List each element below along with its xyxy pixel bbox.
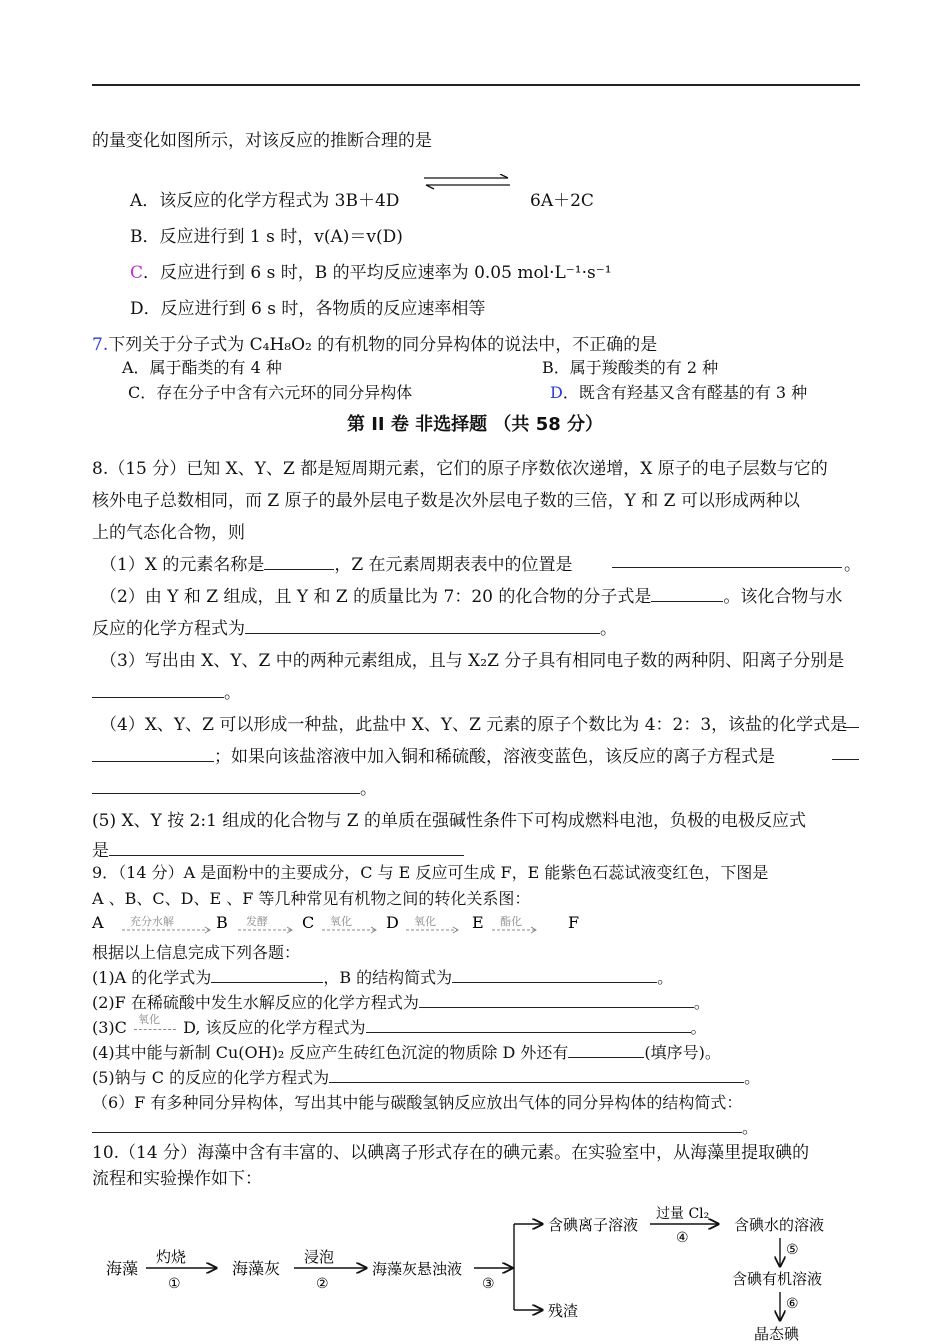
q9-p2-text-a: (2)F 在稀硫酸中发生水解反应的化学方程式为 — [92, 993, 419, 1012]
chain-node-e: E — [472, 913, 484, 932]
q7-option-a: A．属于酯类的有 4 种 — [122, 358, 282, 377]
q8-line-1: 8.（15 分）已知 X、Y、Z 都是短周期元素，它们的原子序数依次递增，X 原子的电子层数与它的 — [92, 459, 828, 479]
answer-blank[interactable] — [329, 1081, 744, 1083]
oxidation-arrow — [132, 1013, 178, 1033]
answer-blank[interactable] — [264, 568, 334, 570]
q9-p3-text-a: (3)C — [92, 1018, 127, 1037]
q6-stem-tail: 的量变化如图所示，对该反应的推断合理的是 — [92, 131, 432, 151]
chain-arrow-label: 酯化 — [500, 915, 522, 928]
q9-part-5 — [92, 1065, 760, 1088]
chain-node-f: F — [568, 913, 580, 932]
q7-option-c: C．存在分子中含有六元环的同分异构体 — [128, 383, 413, 402]
answer-blank[interactable] — [211, 981, 323, 983]
chain-arrow-label: 发酵 — [246, 915, 268, 928]
q6-option-b: B．反应进行到 1 s 时，v(A)＝v(D) — [130, 227, 403, 247]
node-ash-suspension: 海藻灰悬浊液 — [372, 1260, 463, 1278]
answer-blank[interactable] — [651, 600, 723, 602]
q8-line-3: 上的气态化合物，则 — [92, 523, 245, 543]
q9-p2-text-b: 。 — [693, 993, 710, 1012]
q8-part-3: （3）写出由 X、Y、Z 中的两种元素组成，且与 X₂Z 分子具有相同电子数的两种阴、阳离子分别是 — [100, 651, 845, 671]
q6-option-c-letter: C — [130, 263, 144, 283]
q7-option-b: B．属于羧酸类的有 2 种 — [542, 358, 719, 377]
q9-p3-text-b: D, 该反应的化学方程式为 — [183, 1018, 366, 1037]
q9-p3-text-c: 。 — [690, 1018, 707, 1037]
q8-part-4-cont — [92, 742, 775, 767]
q9-p1-text-b: ，B 的结构简式为 — [323, 968, 453, 987]
oxidation-label: 氧化 — [138, 1013, 160, 1026]
answer-blank[interactable] — [109, 854, 464, 856]
q8-line-2: 核外电子总数相同，而 Z 原子的最外层电子数是次外层电子数的三倍，Y 和 Z 可以形成两种以 — [92, 491, 800, 511]
q7-option-d-text: ．既含有羟基又含有醛基的有 3 种 — [562, 383, 808, 402]
node-seaweed-ash: 海藻灰 — [232, 1259, 281, 1278]
q10-line-1: 10.（14 分）海藻中含有丰富的、以碘离子形式存在的碘元素。在实验室中，从海藻里提取碘的 — [92, 1143, 810, 1163]
q8-p4-text-b: ；如果向该盐溶液中加入铜和稀硫酸，溶液变蓝色，该反应的离子方程式是 — [214, 747, 775, 767]
q9-part-6: （6）F 有多种同分异构体，写出其中能与碳酸氢钠反应放出气体的同分异构体的结构简式： — [92, 1093, 743, 1112]
answer-blank[interactable] — [245, 632, 600, 634]
q8-part-2-cont — [92, 614, 617, 639]
q9-p5-text-a: (5)钠与 C 的反应的化学方程式为 — [92, 1068, 330, 1087]
q7-stem-text: 下列关于分子式为 C₄H₈O₂ 的有机物的同分异构体的说法中，不正确的是 — [108, 335, 658, 355]
q8-p2-text-c: 反应的化学方程式为 — [92, 619, 245, 639]
q8-part-2 — [100, 582, 842, 607]
chain-arrow-label: 氧化 — [330, 915, 352, 928]
arrow-line — [134, 1029, 176, 1030]
q9-part-3 — [92, 1015, 707, 1038]
q8-part-3-cont — [92, 678, 241, 703]
q8-p2-text-d: 。 — [600, 619, 617, 639]
chain-arrow-label: 充分水解 — [130, 915, 174, 928]
q8-part-5-cont — [92, 836, 464, 861]
q9-part-1 — [92, 965, 673, 988]
q8-p3-text-b: 。 — [224, 683, 241, 703]
q9-part-6-cont — [92, 1115, 758, 1138]
answer-blank[interactable] — [452, 981, 657, 983]
q9-p5-text-b: 。 — [744, 1068, 761, 1087]
q9-part-4 — [92, 1040, 721, 1063]
answer-blank[interactable] — [832, 758, 859, 760]
step-4-number: ④ — [676, 1230, 689, 1246]
section-title: 第 II 卷 非选择题 （共 58 分） — [346, 414, 604, 435]
q6-option-c-text: ．反应进行到 6 s 时，B 的平均反应速率为 0.05 mol·L⁻¹·s⁻¹ — [143, 263, 612, 283]
reversible-arrow-icon — [422, 174, 512, 190]
q9-conversion-chain — [86, 906, 606, 940]
q6-option-d: D．反应进行到 6 s 时，各物质的反应速率相等 — [130, 299, 486, 319]
chain-node-a: A — [92, 913, 104, 932]
chain-arrow-label: 氧化 — [414, 915, 436, 928]
q8-p1-text-b: ，Z 在元素周期表表中的位置是 — [334, 555, 573, 575]
step-5-number: ⑤ — [786, 1242, 799, 1258]
chain-node-d: D — [386, 913, 399, 932]
node-crystalline-iodine: 晶态碘 — [754, 1325, 800, 1343]
node-iodine-organic: 含碘有机溶液 — [732, 1270, 823, 1288]
answer-blank[interactable] — [568, 1056, 644, 1058]
q7-stem — [92, 330, 657, 355]
q6-option-a-products: 6A＋2C — [530, 191, 594, 211]
q7-option-d-letter: D — [550, 383, 563, 402]
q8-p2-text-b: 。该化合物与水 — [723, 587, 843, 607]
q8-part-4-end — [92, 774, 377, 799]
step-1-label: 灼烧 — [156, 1248, 187, 1266]
chain-node-b: B — [216, 913, 228, 932]
node-iodine-water: 含碘水的溶液 — [734, 1216, 825, 1234]
q9-p6-text-b: 。 — [742, 1118, 759, 1137]
answer-blank[interactable] — [92, 792, 360, 794]
q9-p4-text-b: (填序号)。 — [644, 1043, 721, 1062]
step-2-label: 浸泡 — [304, 1248, 335, 1266]
answer-blank[interactable] — [92, 1131, 742, 1133]
q6-option-c — [130, 258, 612, 283]
chain-group — [91, 913, 579, 933]
q8-part-5: (5) X、Y 按 2:1 组成的化合物与 Z 的单质在强碱性条件下可构成燃料电池，负极的电极反应式 — [92, 811, 806, 831]
q10-line-2: 流程和实验操作如下： — [92, 1169, 262, 1189]
q8-p5-text-b: 是 — [92, 841, 109, 861]
iodine-extraction-flowchart — [0, 1196, 950, 1344]
q9-line-1: 9．（14 分）A 是面粉中的主要成分，C 与 E 反应可生成 F，E 能紫色石蕊试液变红色，下图是 — [92, 863, 769, 882]
q8-p4-text-c: 。 — [360, 779, 377, 799]
q8-p2-text-a: （2）由 Y 和 Z 组成，且 Y 和 Z 的质量比为 7：20 的化合物的分子式是 — [100, 587, 652, 607]
q7-number: 7. — [92, 335, 109, 355]
node-iodide-solution: 含碘离子溶液 — [548, 1216, 639, 1234]
q8-part-4: （4）X、Y、Z 可以形成一种盐，此盐中 X、Y、Z 元素的原子个数比为 4：2：3，该盐的化学式是 — [100, 715, 848, 735]
q6-option-a: A．该反应的化学方程式为 3B＋4D — [130, 191, 400, 211]
node-seaweed: 海藻 — [106, 1259, 139, 1278]
q7-option-d — [550, 380, 807, 403]
step-4-label: 过量 Cl₂ — [656, 1206, 710, 1222]
step-1-number: ① — [168, 1276, 181, 1292]
q9-p1-text-a: (1)A 的化学式为 — [92, 968, 212, 987]
step-3-number: ③ — [482, 1276, 495, 1292]
step-6-number: ⑥ — [786, 1296, 799, 1312]
node-residue: 残渣 — [548, 1302, 579, 1320]
q9-part-2 — [92, 990, 710, 1013]
q8-part-1 — [100, 550, 573, 575]
q9-intro: 根据以上信息完成下列各题： — [92, 943, 301, 962]
answer-blank[interactable] — [419, 1006, 694, 1008]
q9-p4-text-a: (4)其中能与新制 Cu(OH)₂ 反应产生砖红色沉淀的物质除 D 外还有 — [92, 1043, 569, 1062]
q9-line-2: A 、B、C、D、E 、F 等几种常见有机物之间的转化关系图： — [92, 889, 531, 908]
q8-p1-end: 。 — [844, 555, 861, 575]
step-2-number: ② — [316, 1276, 329, 1292]
answer-blank[interactable] — [92, 760, 214, 762]
answer-blank[interactable] — [843, 726, 859, 728]
answer-blank[interactable] — [366, 1031, 691, 1033]
q8-p1-text-a: （1）X 的元素名称是 — [100, 555, 265, 575]
q9-p1-text-c: 。 — [657, 968, 674, 987]
answer-blank[interactable] — [612, 566, 842, 568]
chain-node-c: C — [302, 913, 315, 932]
top-rule — [92, 84, 860, 86]
answer-blank[interactable] — [92, 696, 224, 698]
